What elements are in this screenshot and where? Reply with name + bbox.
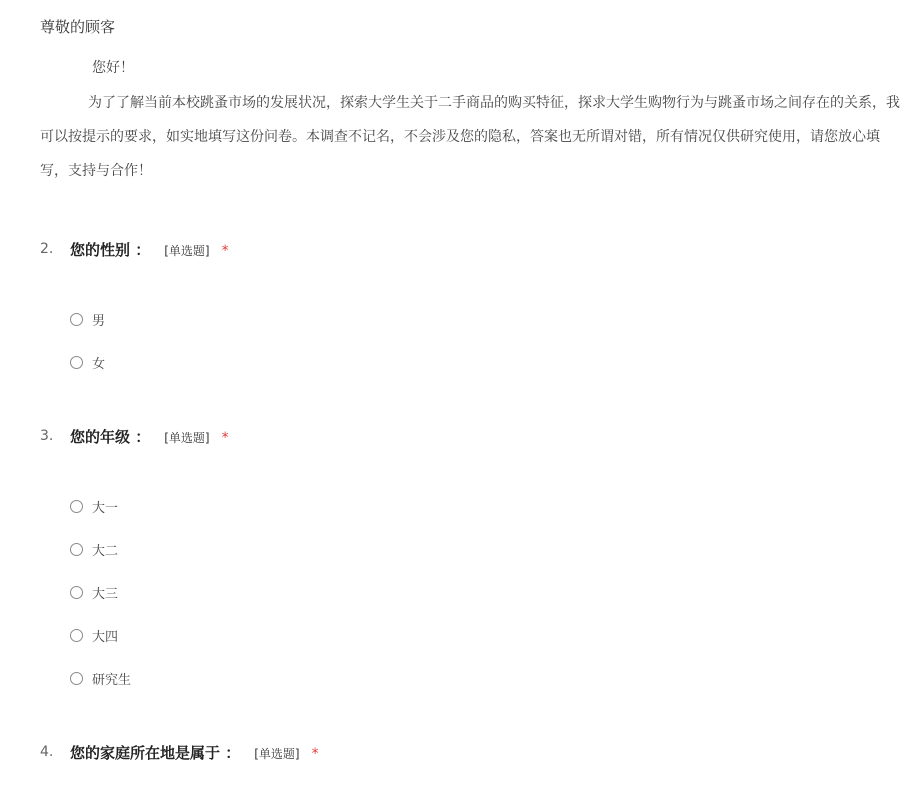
option-label: 男	[92, 313, 106, 329]
option-label: 大二	[92, 543, 119, 559]
question-header	[40, 742, 880, 766]
required-marker: *	[221, 430, 229, 446]
question-hometown	[40, 742, 880, 766]
option-label: 女	[92, 356, 106, 372]
question-title-text: 您的年级 ：	[70, 428, 151, 446]
question-title	[70, 426, 229, 447]
question-title-text: 您的性别 ：	[70, 241, 151, 259]
radio-button[interactable]	[70, 629, 83, 642]
salutation: 尊敬的顾客	[40, 18, 116, 36]
option-female[interactable]	[70, 352, 105, 372]
option-male[interactable]	[70, 309, 105, 329]
question-title	[70, 742, 319, 763]
option-junior[interactable]	[70, 582, 118, 602]
option-freshman[interactable]	[70, 496, 118, 516]
radio-button[interactable]	[70, 672, 83, 685]
question-title-text: 您的家庭所在地是属于 ：	[70, 744, 241, 762]
radio-button[interactable]	[70, 543, 83, 556]
question-type-tag: [单选题]	[254, 747, 300, 761]
question-number: 2.	[40, 241, 54, 257]
question-grade	[40, 426, 880, 688]
radio-button[interactable]	[70, 586, 83, 599]
greeting: 您好！	[92, 60, 134, 76]
radio-button[interactable]	[70, 313, 83, 326]
option-label: 大四	[92, 629, 119, 645]
option-label: 大三	[92, 586, 119, 602]
radio-button[interactable]	[70, 356, 83, 369]
required-marker: *	[221, 243, 229, 259]
question-header	[40, 426, 880, 450]
question-gender	[40, 239, 880, 372]
question-number: 4.	[40, 744, 54, 760]
question-number: 3.	[40, 428, 54, 444]
option-label: 大一	[92, 500, 119, 516]
option-label: 研究生	[92, 672, 132, 688]
required-marker: *	[311, 746, 319, 762]
option-graduate[interactable]	[70, 668, 131, 688]
question-title	[70, 239, 229, 260]
intro-paragraph: 为了了解当前本校跳蚤市场的发展状况，探索大学生关于二手商品的购买特征，探求大学生购物行为与跳蚤市场之间存在的关系，我可以按提示的要求，如实地填写这份问卷。本调查不记名，不会涉及您的隐私，答案也无所谓对错，所有情况仅供研究使用，请您放心填写，支持与合作！	[40, 95, 900, 179]
question-type-tag: [单选题]	[164, 244, 210, 258]
question-type-tag: [单选题]	[164, 431, 210, 445]
option-sophomore[interactable]	[70, 539, 118, 559]
radio-button[interactable]	[70, 500, 83, 513]
option-senior[interactable]	[70, 625, 118, 645]
question-header	[40, 239, 880, 263]
